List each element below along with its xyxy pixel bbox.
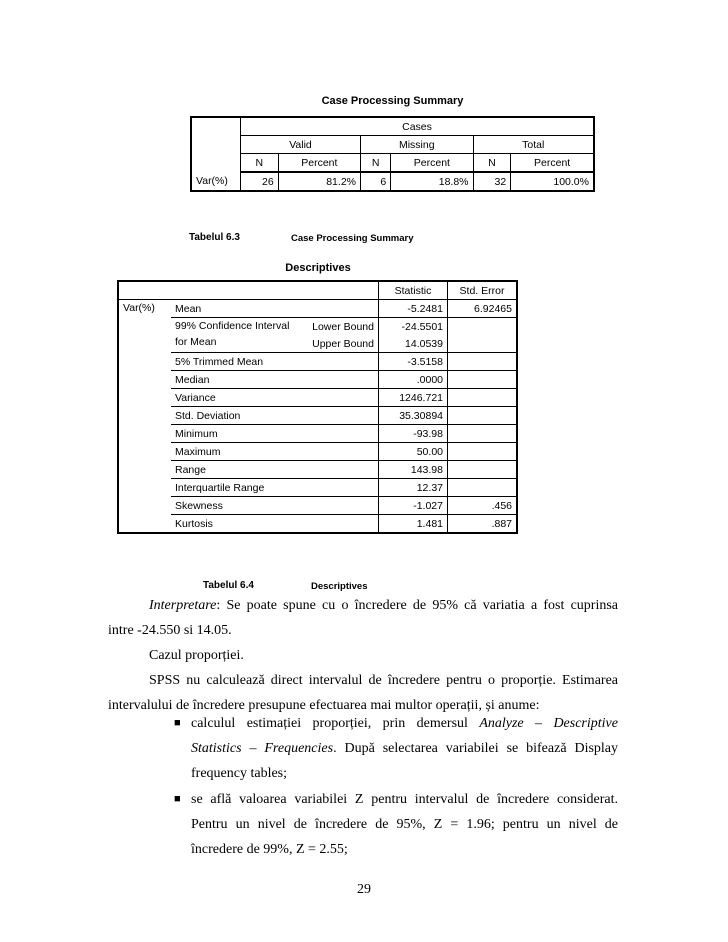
body-text <box>108 593 618 718</box>
stat-value: .0000 <box>379 371 448 389</box>
subheader: N <box>473 154 511 173</box>
bullet-2 <box>191 787 618 862</box>
b1-line1-text: calculul estimației proporției, prin demersul <box>191 716 480 731</box>
cases-header: Cases <box>241 117 595 136</box>
stat-value: -24.5501 <box>379 318 448 336</box>
cell-value: 18.8% <box>391 172 473 191</box>
se-value: .456 <box>448 497 518 515</box>
cell-value: 32 <box>473 172 511 191</box>
interp-line1 <box>108 593 618 618</box>
cell-value: 81.2% <box>278 172 360 191</box>
stat-value: 50.00 <box>379 443 448 461</box>
b2-line2: Pentru un nivel de încredere de 95%, Z = 1.96; pentru un nivel de <box>191 817 618 832</box>
row-label: Var(%) <box>191 172 241 191</box>
stat-value: 12.37 <box>379 479 448 497</box>
b1-line1 <box>191 711 618 736</box>
row-std-deviation: Std. Deviation <box>171 407 379 425</box>
b1-line3: frequency tables; <box>191 766 288 781</box>
b2-line3: încredere de 99%, Z = 2.55; <box>191 842 348 857</box>
row-median: Median <box>171 371 379 389</box>
caption-text: Descriptives <box>311 581 368 592</box>
bullet-icon: ■ <box>174 793 181 805</box>
group-total: Total <box>473 136 594 154</box>
subheader: Percent <box>511 154 594 173</box>
col-statistic: Statistic <box>379 281 448 300</box>
interp-label: Interpretare <box>149 598 217 613</box>
para1-line2: intervalului de încredere presupune efectuarea mai multor operații, și anume: <box>108 698 540 713</box>
caption-label: Tabelul 6.3 <box>189 232 240 243</box>
para1-line1: SPSS nu calculează direct intervalul de încredere pentru o proporție. Estimarea <box>149 673 618 688</box>
row-ci-label <box>171 318 303 353</box>
row-interquartile-range: Interquartile Range <box>171 479 379 497</box>
col-std-error: Std. Error <box>448 281 518 300</box>
row-mean: Mean <box>171 300 379 318</box>
section-heading: Cazul proporției. <box>149 648 244 663</box>
stat-value: 14.0539 <box>379 335 448 353</box>
b2-line1: se află valoarea variabilei Z pentru intervalul de încredere considerat. <box>191 792 618 807</box>
se-value: 6.92465 <box>448 300 518 318</box>
row-skewness: Skewness <box>171 497 379 515</box>
row-upper-bound: Upper Bound <box>303 335 379 353</box>
row-lower-bound: Lower Bound <box>312 320 374 333</box>
stat-value: 35.30894 <box>379 407 448 425</box>
descriptives-title: Descriptives <box>285 262 351 274</box>
cell-value: 26 <box>241 172 279 191</box>
stat-value: 143.98 <box>379 461 448 479</box>
stat-value: 1.481 <box>379 515 448 534</box>
stat-value: -1.027 <box>379 497 448 515</box>
b1-line2-italic: Statistics – Frequencies <box>191 741 334 756</box>
bullet-icon: ■ <box>174 717 181 729</box>
subheader: Percent <box>278 154 360 173</box>
stat-value: -3.5158 <box>379 353 448 371</box>
b1-line1-italic: Analyze – Descriptive <box>479 716 618 731</box>
bullet-1 <box>191 711 618 786</box>
cell-value: 6 <box>361 172 391 191</box>
subheader: Percent <box>391 154 473 173</box>
row-maximum: Maximum <box>171 443 379 461</box>
interp-rest: : Se poate spune cu o încredere de 95% că variatia a fost cuprinsa <box>216 598 618 613</box>
interp-line2: intre -24.550 si 14.05. <box>108 623 232 638</box>
caption-label: Tabelul 6.4 <box>203 580 254 591</box>
stat-value: 1246.721 <box>379 389 448 407</box>
row-range: Range <box>171 461 379 479</box>
descriptives-table <box>117 280 518 534</box>
case-summary-title: Case Processing Summary <box>321 95 464 107</box>
ci-label-line2: for Mean <box>175 336 217 348</box>
group-valid: Valid <box>241 136 361 154</box>
row-minimum: Minimum <box>171 425 379 443</box>
cell-value: 100.0% <box>511 172 594 191</box>
subheader: N <box>361 154 391 173</box>
se-value: .887 <box>448 515 518 534</box>
b1-line2 <box>191 736 618 761</box>
ci-label-line1: 99% Confidence Interval <box>175 320 290 332</box>
subheader: N <box>241 154 279 173</box>
group-missing: Missing <box>361 136 474 154</box>
stat-value: -5.2481 <box>379 300 448 318</box>
caption-text: Case Processing Summary <box>291 233 414 244</box>
var-label: Var(%) <box>118 300 171 534</box>
row-kurtosis: Kurtosis <box>171 515 379 534</box>
b1-line2-text: . După selectarea variabilei se bifează Display <box>333 741 619 756</box>
stat-value: -93.98 <box>379 425 448 443</box>
case-summary-table <box>190 116 595 192</box>
row-variance: Variance <box>171 389 379 407</box>
row-trimmed-mean: 5% Trimmed Mean <box>171 353 379 371</box>
page-number: 29 <box>357 882 371 897</box>
